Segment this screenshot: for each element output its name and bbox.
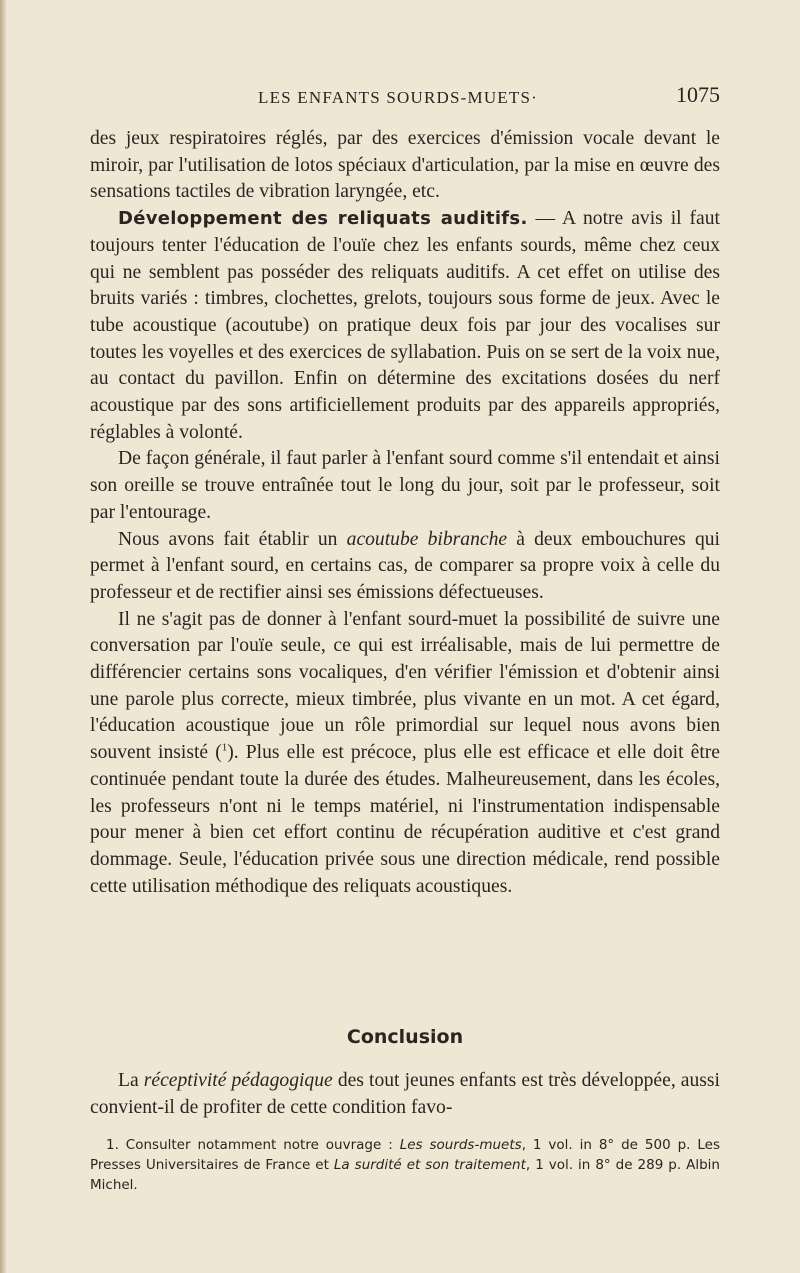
conclusion-end: des tout jeunes enfants est très développée, aussi convient-il de profiter de cette condition favo- — [90, 1070, 720, 1118]
footnote-title-2: La surdité et son traitement — [333, 1157, 526, 1173]
body-text — [90, 126, 720, 900]
page-number: 1075 — [676, 82, 720, 107]
footnote-start: 1. Consulter notamment notre ouvrage : — [106, 1137, 400, 1153]
page-header — [90, 82, 720, 112]
footnote-title-1: Les sourds-muets — [399, 1137, 522, 1153]
conclusion-text — [90, 1067, 720, 1121]
paragraph-4 — [90, 527, 720, 607]
italic-term: acoutube bibranche — [346, 528, 508, 550]
footnote-middle: , 1 vol. in 8° de 500 p. Les Presses Universitaires de France et — [90, 1137, 720, 1173]
paragraph-3: De façon générale, il faut parler à l'enfant sourd comme s'il entendait et ainsi son oreille se trouve entraînée tout le long du jour, soit par le professeur, soit par l'entourage. — [90, 448, 720, 523]
paragraph-4-start: Nous avons fait établir un — [118, 528, 347, 550]
paragraph-5-end: ). Plus elle est précoce, plus elle est efficace et elle doit être continuée pendant toute la durée des études. Malheureusement, dans les écoles, les professeurs n'ont ni le temps matériel, ni l'instrumentation indispensable pour mener à bien cet effort continu de récupération auditive et c'est grand dommage. Seule, l'éducation privée sous une direction médicale, rend possible cette utilisation méthodique des reliquats acoustiques. — [90, 742, 720, 897]
page-edge — [0, 0, 6, 1273]
italic-term: réceptivité pédagogique — [143, 1070, 333, 1091]
paragraph-5 — [90, 607, 720, 901]
paragraph-5-start: Il ne s'agit pas de donner à l'enfant sourd-muet la possibilité de suivre une conversation par l'ouïe seule, ce qui est irréalisable, mais de lui permettre de différencier certains sons vocaliques, d'en vérifier l'émission et d'obtenir ainsi une parole plus correcte, mieux timbrée, plus vivante en un mot. A cet égard, l'éducation acoustique joue un rôle primordial sur lequel nous avons bien souvent insisté ( — [90, 608, 720, 764]
footnote-end: , 1 vol. in 8° de 289 p. Albin Michel. — [90, 1157, 720, 1193]
paragraph-2 — [90, 206, 720, 446]
footnote-text — [90, 1135, 720, 1195]
conclusion-heading: Conclusion — [346, 1026, 464, 1048]
conclusion-start: La — [118, 1070, 144, 1091]
paragraph-2-text: — A notre avis il faut toujours tenter l'éducation de l'ouïe chez les enfants sourds, même chez ceux qui ne semblent pas posséder des reliquats auditifs. A cet effet on utilise des bruits variés : timbres, clochettes, grelots, toujours sous forme de jeux. Avec le tube acoustique (acoutube) on pratique deux fois par jour des vocalises sur toutes les voyelles et des exercices de syllabation. Puis on se sert de la voix nue, au contact du pavillon. Enfin on détermine des excitations dosées du nerf acoustique par des sons artificiellement produits par des appareils appropriés, réglables à volonté. — [90, 208, 720, 443]
section-heading: Développement des reliquats auditifs. — [118, 208, 528, 230]
conclusion-paragraph — [90, 1067, 720, 1121]
paragraph-4-end: à deux embouchures qui permet à l'enfant sourd, en certains cas, de comparer sa propre voix à celle du professeur et de rectifier ainsi ses émissions défectueuses. — [90, 528, 721, 603]
footnote-ref: 1 — [221, 741, 228, 754]
footnote — [90, 1135, 720, 1195]
paragraph-1: des jeux respiratoires réglés, par des exercices d'émission vocale devant le miroir, par l'utilisation de lotos spéciaux d'articulation, par la mise en œuvre des sensations tactiles de vibration laryngée, etc. — [90, 128, 720, 203]
running-title: LES ENFANTS SOURDS-MUETS· — [258, 88, 538, 107]
